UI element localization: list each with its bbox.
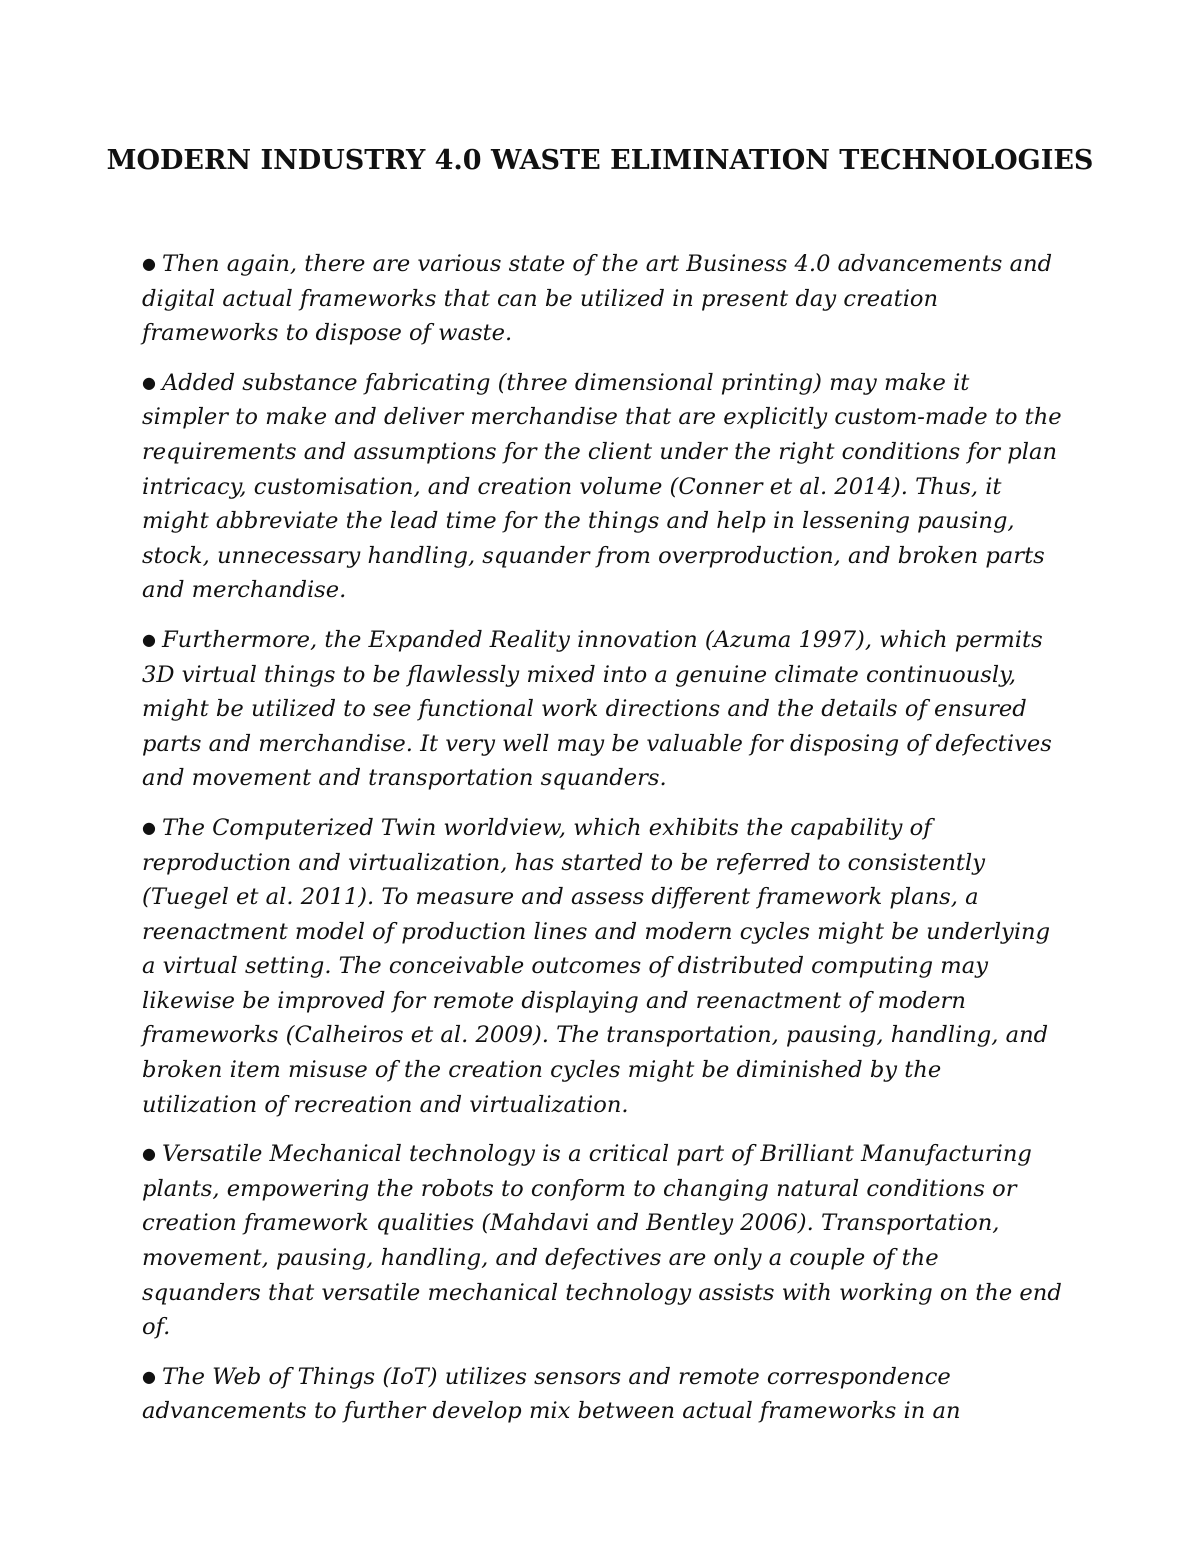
bullet-dot-icon: ●: [142, 817, 156, 837]
bullet-item: [142, 1360, 1062, 1429]
bullet-item: [142, 247, 1062, 351]
bullet-item: [142, 1137, 1062, 1345]
bullet-text: Versatile Mechanical technology is a critical part of Brilliant Manufacturing plants, empowering the robots to conform to changing natural conditions or creation framework qualities (Mahdavi and Bentley 2006). Transportation, movement, pausing, handling, and defectives are only a couple of the squanders that versatile mechanical technology assists with working on the end of.: [142, 1141, 1062, 1341]
bullet-item: [142, 623, 1062, 796]
bullet-text: Added substance fabricating (three dimensional printing) may make it simpler to make and deliver merchandise that are explicitly custom-made to the requirements and assumptions for the client under the right conditions for plan intricacy, customisation, and creation volume (Conner et al. 2014). Thus, it might abbreviate the lead time for the things and help in lessening pausing, stock, unnecessary handling, squander from overproduction, and broken parts and merchandise.: [142, 369, 1062, 604]
bullet-dot-icon: ●: [142, 1366, 156, 1386]
bullet-text: The Web of Things (IoT) utilizes sensors and remote correspondence advancements to further develop mix between actual frameworks in an: [142, 1363, 961, 1425]
bullet-item: [142, 366, 1062, 608]
bullet-list: [142, 247, 1062, 1444]
bullet-dot-icon: ●: [142, 629, 156, 649]
bullet-dot-icon: ●: [142, 372, 156, 392]
bullet-dot-icon: ●: [142, 254, 156, 273]
bullet-dot-icon: ●: [142, 1144, 156, 1164]
bullet-text: The Computerized Twin worldview, which exhibits the capability of reproduction and virtualization, has started to be referred to consistently (Tuegel et al. 2011). To measure and assess different framework plans, a reenactment model of production lines and modern cycles might be underlying a virtual setting. The conceivable outcomes of distributed computing may likewise be improved for remote displaying and reenactment of modern frameworks (Calheiros et al. 2009). The transportation, pausing, handling, and broken item misuse of the creation cycles might be diminished by the utilization of recreation and virtualization.: [142, 814, 1051, 1118]
document-title: MODERN INDUSTRY 4.0 WASTE ELIMINATION TECHNOLOGIES: [106, 145, 1094, 176]
bullet-text: Furthermore, the Expanded Reality innovation (Azuma 1997), which permits 3D virtual things to be flawlessly mixed into a genuine climate continuously, might be utilized to see functional work directions and the details of ensured parts and merchandise. It very well may be valuable for disposing of defectives and movement and transportation squanders.: [142, 626, 1052, 792]
bullet-text: Then again, there are various state of the art Business 4.0 advancements and digital actual frameworks that can be utilized in present day creation frameworks to dispose of waste.: [142, 251, 1053, 347]
bullet-item: [142, 811, 1062, 1122]
